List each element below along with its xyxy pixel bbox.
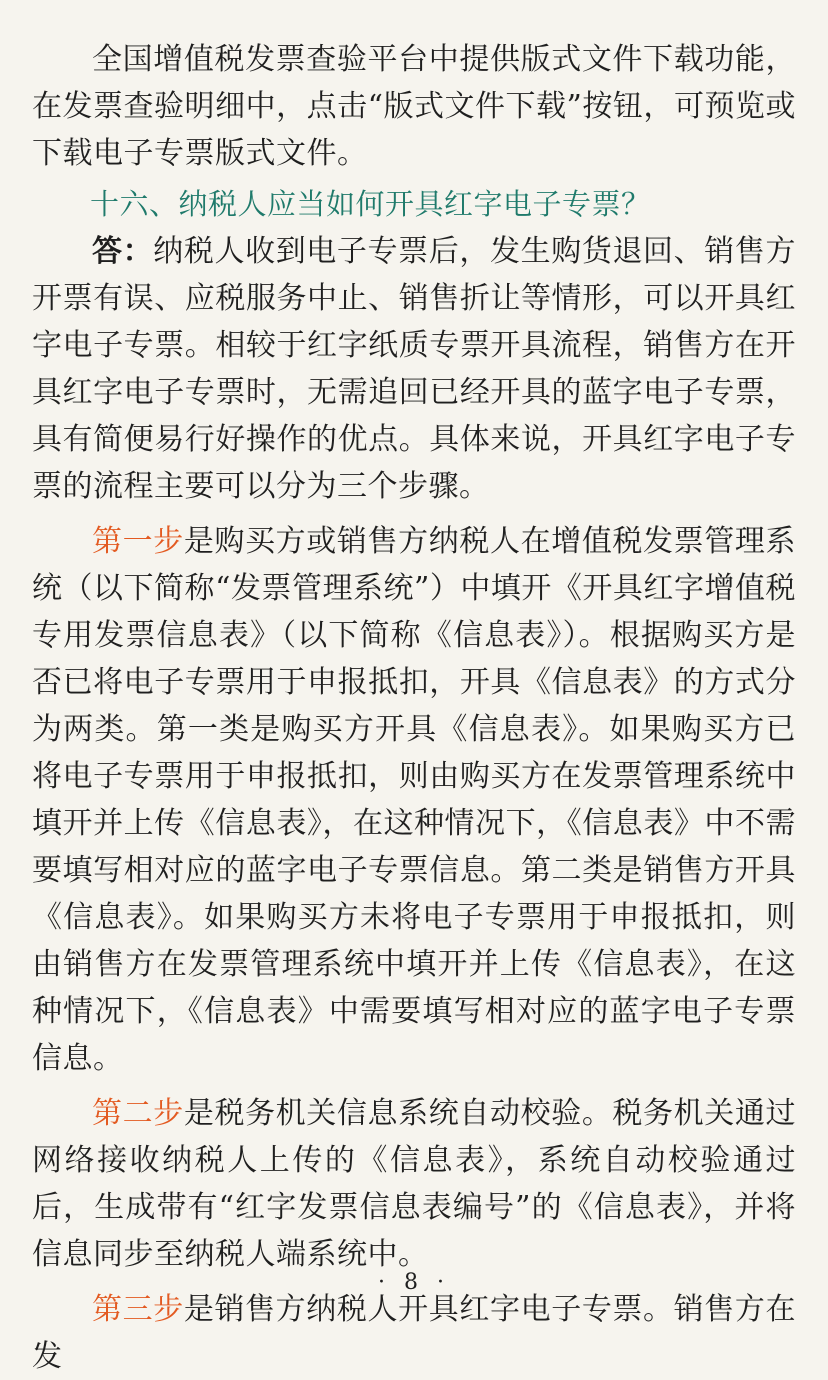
question-heading: 十六、纳税人应当如何开具红字电子专票？	[90, 187, 651, 221]
step-3-text: 是销售方纳税人开具红字电子专票。销售方在发	[32, 1292, 797, 1374]
step-2-label: 第二步	[92, 1096, 184, 1131]
step-3-label: 第三步	[92, 1292, 184, 1327]
intro-paragraph: 全国增值税发票查验平台中提供版式文件下载功能，在发票查验明细中，点击“版式文件下载”按钮，可预览或下载电子专票版式文件。	[32, 42, 796, 171]
answer-text: 纳税人收到电子专票后，发生购货退回、销售方开票有误、应税服务中止、销售折让等情形，可以开具红字电子专票。相较于红字纸质专票开具流程，销售方在开具红字电子专票时，无需追回已经开具的蓝字电子专票，具有简便易行好操作的优点。具体来说，开具红字电子专票的流程主要可以分为三个步骤。	[32, 234, 797, 504]
page-number: · 8 ·	[378, 1270, 450, 1295]
answer-paragraph	[32, 228, 796, 510]
step-2-paragraph	[32, 1090, 796, 1278]
step-1-label: 第一步	[92, 524, 184, 559]
step-1-text: 是购买方或销售方纳税人在增值税发票管理系统（以下简称“发票管理系统”）中填开《开具红字增值税专用发票信息表》（以下简称《信息表》）。根据购买方是否已将电子专票用于申报抵扣，开具《信息表》的方式分为两类。第一类是购买方开具《信息表》。如果购买方已将电子专票用于申报抵扣，则由购买方在发票管理系统中填开并上传《信息表》，在这种情况下，《信息表》中不需要填写相对应的蓝字电子专票信息。第二类是销售方开具《信息表》。如果购买方未将电子专票用于申报抵扣，则由销售方在发票管理系统中填开并上传《信息表》，在这种情况下，《信息表》中需要填写相对应的蓝字电子专票信息。	[32, 524, 797, 1076]
step-2-text: 是税务机关信息系统自动校验。税务机关通过网络接收纳税人上传的《信息表》，系统自动校验通过后，生成带有“红字发票信息表编号”的《信息表》，并将信息同步至纳税人端系统中。	[32, 1096, 797, 1272]
step-1-paragraph	[32, 518, 796, 1082]
step-3-paragraph	[32, 1286, 796, 1380]
document-page	[32, 36, 796, 1380]
answer-label: 答：	[92, 234, 154, 269]
